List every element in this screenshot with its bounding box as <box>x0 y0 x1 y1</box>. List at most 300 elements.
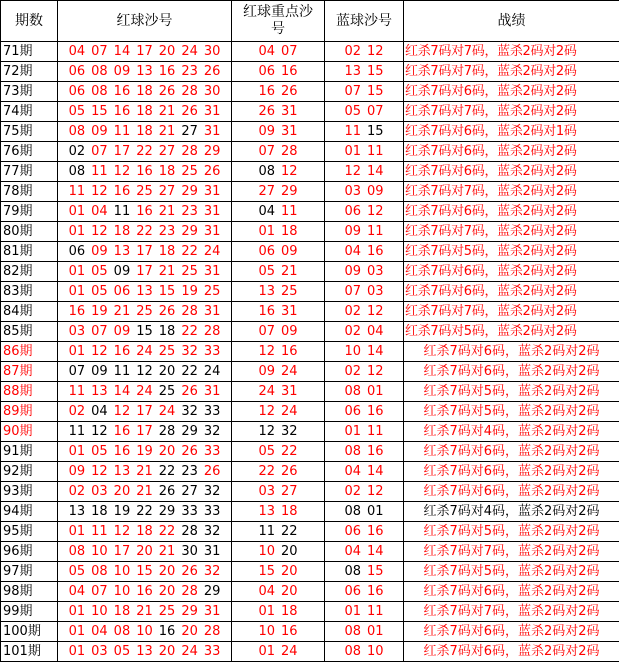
number: 03 <box>69 322 86 341</box>
number: 07 <box>91 582 108 601</box>
blue-kill-cell <box>325 142 404 162</box>
number: 09 <box>91 122 108 141</box>
number: 12 <box>91 462 108 481</box>
result-cell: 红杀7码对5码，蓝杀2码对2码 <box>404 522 619 542</box>
number: 12 <box>114 522 131 541</box>
number: 03 <box>91 642 108 661</box>
number: 12 <box>367 302 384 321</box>
red-kill-cell <box>58 562 232 582</box>
number: 08 <box>91 82 108 101</box>
number: 01 <box>69 202 86 221</box>
number: 32 <box>204 482 221 501</box>
number: 22 <box>136 222 153 241</box>
number: 07 <box>258 322 275 341</box>
number: 06 <box>344 522 361 541</box>
number: 08 <box>344 442 361 461</box>
number: 03 <box>367 282 384 301</box>
result-cell: 红杀7码对6码，蓝杀2码对2码 <box>404 202 619 222</box>
red-kill-cell <box>58 522 232 542</box>
number: 07 <box>91 142 108 161</box>
red-key-cell <box>232 442 325 462</box>
result-cell: 红杀7码对6码，蓝杀2码对2码 <box>404 142 619 162</box>
number: 09 <box>281 322 298 341</box>
number: 26 <box>281 82 298 101</box>
number: 14 <box>367 462 384 481</box>
period-cell: 100期 <box>1 622 58 642</box>
number: 19 <box>136 442 153 461</box>
number: 17 <box>136 262 153 281</box>
number: 12 <box>91 182 108 201</box>
number: 28 <box>281 142 298 161</box>
number: 29 <box>181 602 198 621</box>
number: 22 <box>258 462 275 481</box>
number: 31 <box>281 382 298 401</box>
red-kill-cell <box>58 402 232 422</box>
red-kill-cell <box>58 582 232 602</box>
number: 11 <box>367 222 384 241</box>
number: 26 <box>204 62 221 81</box>
number: 26 <box>181 102 198 121</box>
number: 12 <box>91 222 108 241</box>
number: 01 <box>258 642 275 661</box>
number: 20 <box>159 42 176 61</box>
table-row <box>1 602 619 622</box>
number: 02 <box>344 42 361 61</box>
red-kill-cell <box>58 42 232 62</box>
period-cell: 71期 <box>1 42 58 62</box>
number: 01 <box>344 142 361 161</box>
number: 02 <box>69 142 86 161</box>
table-row <box>1 322 619 342</box>
number: 05 <box>114 642 131 661</box>
number: 16 <box>258 302 275 321</box>
red-key-cell <box>232 602 325 622</box>
number: 26 <box>181 382 198 401</box>
result-cell: 红杀7码对6码，蓝杀2码对2码 <box>404 362 619 382</box>
number: 16 <box>367 402 384 421</box>
number: 18 <box>281 222 298 241</box>
number: 01 <box>69 522 86 541</box>
number: 20 <box>159 362 176 381</box>
number: 10 <box>258 542 275 561</box>
number: 27 <box>159 142 176 161</box>
blue-kill-cell <box>325 642 404 662</box>
red-kill-cell <box>58 422 232 442</box>
number: 28 <box>181 522 198 541</box>
number: 31 <box>204 602 221 621</box>
period-cell: 94期 <box>1 502 58 522</box>
table-row <box>1 202 619 222</box>
result-cell: 红杀7码对6码，蓝杀2码对2码 <box>404 342 619 362</box>
number: 13 <box>136 642 153 661</box>
number: 11 <box>114 202 131 221</box>
number: 13 <box>344 62 361 81</box>
number: 29 <box>204 582 221 601</box>
result-cell: 红杀7码对7码，蓝杀2码对2码 <box>404 542 619 562</box>
number: 02 <box>344 302 361 321</box>
number: 18 <box>114 222 131 241</box>
number: 31 <box>204 382 221 401</box>
red-key-cell <box>232 122 325 142</box>
number: 15 <box>367 82 384 101</box>
table-row <box>1 242 619 262</box>
number: 32 <box>281 422 298 441</box>
number: 08 <box>114 622 131 641</box>
red-key-cell <box>232 322 325 342</box>
number: 17 <box>114 542 131 561</box>
period-cell: 90期 <box>1 422 58 442</box>
number: 31 <box>281 122 298 141</box>
number: 21 <box>114 302 131 321</box>
result-cell: 红杀7码对6码，蓝杀2码对2码 <box>404 162 619 182</box>
red-key-cell <box>232 542 325 562</box>
red-kill-cell <box>58 502 232 522</box>
number: 11 <box>114 122 131 141</box>
red-key-cell <box>232 562 325 582</box>
number: 13 <box>258 502 275 521</box>
number: 22 <box>136 502 153 521</box>
blue-kill-cell <box>325 182 404 202</box>
period-cell: 83期 <box>1 282 58 302</box>
red-key-cell <box>232 522 325 542</box>
number: 18 <box>136 122 153 141</box>
number: 05 <box>258 442 275 461</box>
period-cell: 79期 <box>1 202 58 222</box>
number: 06 <box>344 202 361 221</box>
number: 10 <box>136 622 153 641</box>
period-cell: 72期 <box>1 62 58 82</box>
blue-kill-cell <box>325 382 404 402</box>
number: 24 <box>281 402 298 421</box>
table-row <box>1 102 619 122</box>
table-row <box>1 182 619 202</box>
number: 10 <box>114 582 131 601</box>
red-kill-cell <box>58 82 232 102</box>
number: 15 <box>367 62 384 81</box>
number: 20 <box>159 562 176 581</box>
result-cell: 红杀7码对7码，蓝杀2码对2码 <box>404 42 619 62</box>
number: 07 <box>367 102 384 121</box>
number: 23 <box>181 62 198 81</box>
table-row <box>1 522 619 542</box>
blue-kill-cell <box>325 82 404 102</box>
number: 20 <box>159 582 176 601</box>
number: 08 <box>258 162 275 181</box>
period-cell: 93期 <box>1 482 58 502</box>
period-cell: 77期 <box>1 162 58 182</box>
table-row <box>1 122 619 142</box>
number: 22 <box>136 142 153 161</box>
number: 15 <box>258 562 275 581</box>
red-key-cell <box>232 622 325 642</box>
table-row <box>1 482 619 502</box>
blue-kill-cell <box>325 502 404 522</box>
number: 22 <box>281 442 298 461</box>
number: 18 <box>136 82 153 101</box>
number: 25 <box>136 182 153 201</box>
number: 31 <box>204 542 221 561</box>
result-cell: 红杀7码对6码，蓝杀2码对2码 <box>404 582 619 602</box>
period-cell: 88期 <box>1 382 58 402</box>
number: 22 <box>181 322 198 341</box>
number: 08 <box>344 622 361 641</box>
number: 07 <box>91 42 108 61</box>
red-key-cell <box>232 462 325 482</box>
number: 13 <box>136 62 153 81</box>
number: 31 <box>204 302 221 321</box>
number: 27 <box>159 182 176 201</box>
number: 28 <box>159 422 176 441</box>
number: 08 <box>91 562 108 581</box>
number: 12 <box>367 202 384 221</box>
number: 27 <box>281 482 298 501</box>
blue-kill-cell <box>325 542 404 562</box>
red-key-cell <box>232 202 325 222</box>
number: 05 <box>91 262 108 281</box>
red-kill-cell <box>58 142 232 162</box>
number: 13 <box>136 282 153 301</box>
period-cell: 89期 <box>1 402 58 422</box>
number: 11 <box>69 382 86 401</box>
number: 31 <box>281 302 298 321</box>
number: 15 <box>136 562 153 581</box>
result-cell: 红杀7码对7码，蓝杀2码对2码 <box>404 182 619 202</box>
number: 24 <box>136 342 153 361</box>
blue-kill-cell <box>325 302 404 322</box>
table-row <box>1 82 619 102</box>
number: 26 <box>204 162 221 181</box>
number: 01 <box>367 502 384 521</box>
red-kill-cell <box>58 102 232 122</box>
number: 28 <box>204 322 221 341</box>
result-cell: 红杀7码对6码，蓝杀2码对2码 <box>404 442 619 462</box>
table-row <box>1 582 619 602</box>
blue-kill-cell <box>325 282 404 302</box>
number: 28 <box>204 622 221 641</box>
blue-kill-cell <box>325 222 404 242</box>
blue-kill-cell <box>325 62 404 82</box>
number: 09 <box>344 222 361 241</box>
number: 27 <box>258 182 275 201</box>
blue-kill-cell <box>325 102 404 122</box>
number: 18 <box>159 242 176 261</box>
number: 21 <box>159 122 176 141</box>
number: 33 <box>204 402 221 421</box>
number: 20 <box>281 562 298 581</box>
number: 07 <box>258 142 275 161</box>
table-row <box>1 402 619 422</box>
red-key-cell <box>232 142 325 162</box>
blue-kill-cell <box>325 522 404 542</box>
number: 11 <box>367 602 384 621</box>
number: 03 <box>258 482 275 501</box>
number: 20 <box>136 542 153 561</box>
number: 18 <box>136 102 153 121</box>
number: 17 <box>136 42 153 61</box>
number: 29 <box>159 502 176 521</box>
red-kill-cell <box>58 202 232 222</box>
number: 07 <box>344 82 361 101</box>
blue-kill-cell <box>325 562 404 582</box>
number: 03 <box>344 182 361 201</box>
result-cell: 红杀7码对5码，蓝杀2码对2码 <box>404 242 619 262</box>
period-cell: 81期 <box>1 242 58 262</box>
number: 05 <box>91 442 108 461</box>
blue-kill-cell <box>325 442 404 462</box>
number: 09 <box>281 242 298 261</box>
result-cell: 红杀7码对5码，蓝杀2码对2码 <box>404 382 619 402</box>
red-key-cell <box>232 502 325 522</box>
result-cell: 红杀7码对6码，蓝杀2码对2码 <box>404 642 619 662</box>
red-kill-cell <box>58 242 232 262</box>
blue-kill-cell <box>325 122 404 142</box>
number: 20 <box>181 622 198 641</box>
table-row <box>1 302 619 322</box>
blue-kill-cell <box>325 362 404 382</box>
number: 09 <box>367 182 384 201</box>
number: 21 <box>159 102 176 121</box>
number: 27 <box>181 122 198 141</box>
period-cell: 73期 <box>1 82 58 102</box>
red-key-cell <box>232 82 325 102</box>
red-key-cell <box>232 182 325 202</box>
number: 12 <box>281 162 298 181</box>
period-cell: 98期 <box>1 582 58 602</box>
number: 06 <box>114 282 131 301</box>
number: 11 <box>69 422 86 441</box>
red-kill-cell <box>58 362 232 382</box>
number: 11 <box>91 522 108 541</box>
number: 24 <box>281 362 298 381</box>
number: 11 <box>114 362 131 381</box>
red-key-cell <box>232 422 325 442</box>
number: 31 <box>204 182 221 201</box>
number: 16 <box>281 622 298 641</box>
number: 16 <box>114 82 131 101</box>
table-row <box>1 502 619 522</box>
number: 10 <box>91 602 108 621</box>
table-row <box>1 622 619 642</box>
number: 02 <box>69 402 86 421</box>
number: 29 <box>281 182 298 201</box>
number: 08 <box>91 62 108 81</box>
number: 28 <box>181 582 198 601</box>
header-period: 期数 <box>1 1 58 42</box>
number: 23 <box>159 222 176 241</box>
number: 06 <box>258 62 275 81</box>
number: 01 <box>69 222 86 241</box>
number: 09 <box>69 462 86 481</box>
red-kill-cell <box>58 62 232 82</box>
number: 04 <box>344 462 361 481</box>
number: 31 <box>204 222 221 241</box>
number: 15 <box>91 102 108 121</box>
table-row <box>1 142 619 162</box>
number: 17 <box>136 402 153 421</box>
number: 06 <box>69 62 86 81</box>
number: 22 <box>181 242 198 261</box>
number: 18 <box>281 502 298 521</box>
number: 18 <box>114 602 131 621</box>
blue-kill-cell <box>325 162 404 182</box>
number: 16 <box>367 242 384 261</box>
number: 31 <box>204 202 221 221</box>
red-kill-cell <box>58 622 232 642</box>
number: 09 <box>344 262 361 281</box>
number: 17 <box>136 422 153 441</box>
number: 26 <box>204 462 221 481</box>
blue-kill-cell <box>325 482 404 502</box>
number: 29 <box>181 222 198 241</box>
number: 10 <box>344 342 361 361</box>
number: 09 <box>114 322 131 341</box>
number: 05 <box>258 262 275 281</box>
number: 03 <box>367 262 384 281</box>
result-cell: 红杀7码对7码，蓝杀2码对2码 <box>404 222 619 242</box>
number: 18 <box>159 322 176 341</box>
number: 13 <box>114 242 131 261</box>
number: 13 <box>69 502 86 521</box>
table-row <box>1 222 619 242</box>
result-cell: 红杀7码对6码，蓝杀2码对2码 <box>404 482 619 502</box>
number: 33 <box>204 342 221 361</box>
number: 01 <box>69 262 86 281</box>
number: 12 <box>344 162 361 181</box>
number: 09 <box>91 242 108 261</box>
number: 01 <box>344 602 361 621</box>
period-cell: 76期 <box>1 142 58 162</box>
result-cell: 红杀7码对7码，蓝杀2码对2码 <box>404 62 619 82</box>
red-kill-cell <box>58 302 232 322</box>
number: 16 <box>367 582 384 601</box>
result-cell: 红杀7码对6码，蓝杀2码对1码 <box>404 122 619 142</box>
result-cell: 红杀7码对4码，蓝杀2码对2码 <box>404 422 619 442</box>
number: 11 <box>281 202 298 221</box>
result-cell: 红杀7码对7码，蓝杀2码对2码 <box>404 602 619 622</box>
number: 26 <box>258 102 275 121</box>
table-row <box>1 442 619 462</box>
number: 05 <box>69 562 86 581</box>
number: 02 <box>344 322 361 341</box>
number: 16 <box>136 582 153 601</box>
period-cell: 99期 <box>1 602 58 622</box>
number: 02 <box>344 362 361 381</box>
number: 22 <box>281 522 298 541</box>
table-row <box>1 282 619 302</box>
table-row <box>1 422 619 442</box>
number: 32 <box>204 422 221 441</box>
number: 21 <box>136 462 153 481</box>
number: 09 <box>258 362 275 381</box>
period-cell: 82期 <box>1 262 58 282</box>
number: 04 <box>344 242 361 261</box>
number: 09 <box>114 62 131 81</box>
number: 21 <box>159 202 176 221</box>
number: 19 <box>114 502 131 521</box>
number: 14 <box>114 382 131 401</box>
red-kill-cell <box>58 182 232 202</box>
number: 19 <box>91 302 108 321</box>
number: 24 <box>204 362 221 381</box>
number: 21 <box>159 542 176 561</box>
number: 19 <box>181 282 198 301</box>
number: 16 <box>136 162 153 181</box>
red-key-cell <box>232 362 325 382</box>
number: 16 <box>114 442 131 461</box>
red-key-cell <box>232 482 325 502</box>
number: 16 <box>367 442 384 461</box>
period-cell: 74期 <box>1 102 58 122</box>
